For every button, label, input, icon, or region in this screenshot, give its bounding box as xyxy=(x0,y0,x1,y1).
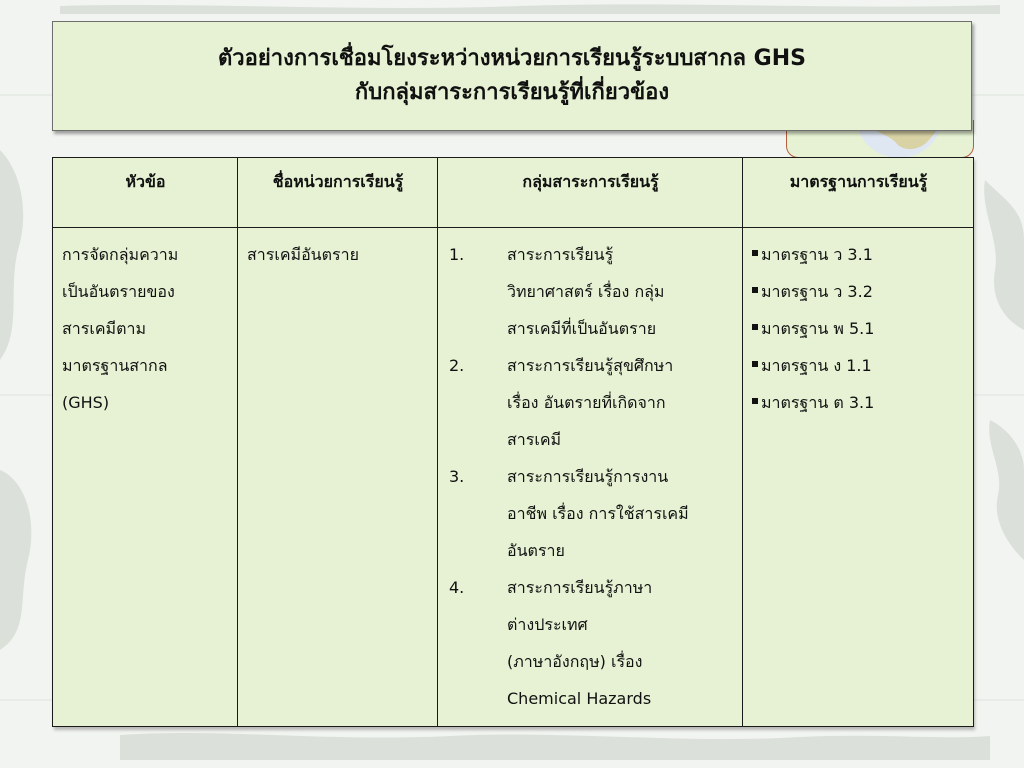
header-standard: มาตรฐานการเรียนรู้ xyxy=(743,158,974,228)
square-bullet-icon xyxy=(752,361,758,367)
list-item xyxy=(752,384,965,421)
subject-line: สาระการเรียนรู้การงาน xyxy=(507,467,669,486)
topic-line: มาตรฐานสากล xyxy=(62,356,168,375)
square-bullet-icon xyxy=(752,398,758,404)
subject-text xyxy=(507,569,734,717)
subject-line: สาระการเรียนรู้สุขศึกษา xyxy=(507,356,674,375)
list-item xyxy=(752,273,965,310)
page-title-line-2: กับกลุ่มสาระการเรียนรู้ที่เกี่ยวข้อง xyxy=(354,80,670,105)
unit-name-cell xyxy=(238,228,438,727)
subject-text xyxy=(507,236,734,347)
topic-line: เป็นอันตรายของ xyxy=(62,282,175,301)
list-number: 1. xyxy=(449,245,465,264)
subject-line: เรื่อง อันตรายที่เกิดจาก xyxy=(507,393,666,412)
standard-text: มาตรฐาน ว 3.2 xyxy=(761,282,873,301)
subject-line: สารเคมี xyxy=(507,430,562,449)
subject-line: (ภาษาอังกฤษ) เรื่อง xyxy=(507,652,643,671)
standard-text: มาตรฐาน ว 3.1 xyxy=(761,245,873,264)
list-item xyxy=(752,347,965,384)
standard-text: มาตรฐาน พ 5.1 xyxy=(761,319,875,338)
subject-line: วิทยาศาสตร์ เรื่อง กลุ่ม xyxy=(507,282,665,301)
square-bullet-icon xyxy=(752,287,758,293)
standard-cell xyxy=(743,228,974,727)
list-item xyxy=(447,458,734,569)
subject-group-cell xyxy=(438,228,743,727)
standard-text: มาตรฐาน ง 1.1 xyxy=(761,356,872,375)
unit-name: สารเคมีอันตราย xyxy=(247,245,359,264)
title-panel xyxy=(52,21,972,131)
subject-text xyxy=(507,458,734,569)
topic-line: สารเคมีตาม xyxy=(62,319,146,338)
square-bullet-icon xyxy=(752,324,758,330)
subject-line: อันตราย xyxy=(507,541,565,560)
list-number: 3. xyxy=(449,467,465,486)
list-number: 2. xyxy=(449,356,465,375)
subject-line: อาชีพ เรื่อง การใช้สารเคมี xyxy=(507,504,689,523)
list-item xyxy=(447,347,734,458)
list-item xyxy=(447,236,734,347)
header-topic: หัวข้อ xyxy=(53,158,238,228)
subject-line: Chemical Hazards xyxy=(507,689,652,708)
subject-line: ต่างประเทศ xyxy=(507,615,588,634)
header-subject-group: กลุ่มสาระการเรียนรู้ xyxy=(438,158,743,228)
content-table-panel xyxy=(52,157,973,727)
standard-text: มาตรฐาน ต 3.1 xyxy=(761,393,875,412)
subject-line: สารเคมีที่เป็นอันตราย xyxy=(507,319,657,338)
topic-line: (GHS) xyxy=(62,393,110,412)
square-bullet-icon xyxy=(752,250,758,256)
table-row xyxy=(53,228,974,727)
list-item xyxy=(752,236,965,273)
list-item xyxy=(447,569,734,717)
subject-line: สาระการเรียนรู้ xyxy=(507,245,614,264)
topic-cell xyxy=(53,228,238,727)
header-unit-name: ชื่อหน่วยการเรียนรู้ xyxy=(238,158,438,228)
list-item xyxy=(752,310,965,347)
list-number: 4. xyxy=(449,578,465,597)
page-title-line-1: ตัวอย่างการเชื่อมโยงระหว่างหน่วยการเรียนรู้ระบบสากล GHS xyxy=(217,46,806,71)
subject-line: สาระการเรียนรู้ภาษา xyxy=(507,578,653,597)
learning-units-table xyxy=(52,157,974,727)
subject-text xyxy=(507,347,734,458)
topic-line: การจัดกลุ่มความ xyxy=(62,245,179,264)
table-header-row xyxy=(53,158,974,228)
